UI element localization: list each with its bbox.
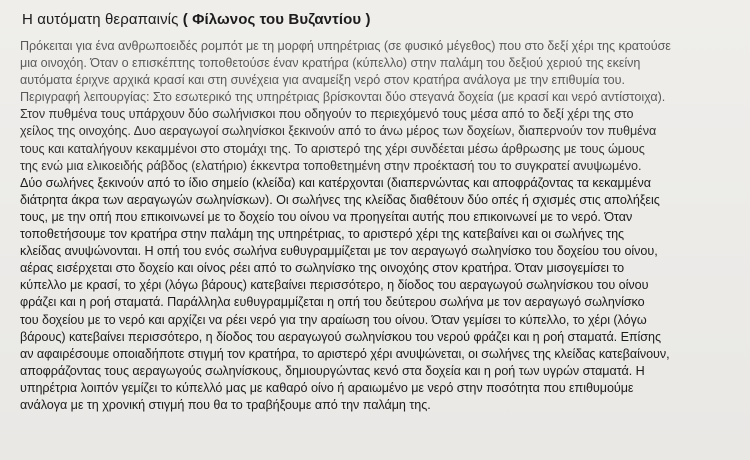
text-line: του δοχείου με το νερό και αρχίζει να ρέει νερό για την αραίωση του οίνου. Όταν γεμίσει το κύπελλο, το χέρι (λόγω [20,312,647,327]
document-body [20,38,734,414]
text-line: μια οινοχόη. Όταν ο επισκέπτης τοποθετούσε έναν κρατήρα (κύπελλο) στην παλάμη του δεξιού χεριού της εκείνη [20,56,641,71]
text-line: αυτόματα έριχνε αρχικά κρασί και στη συνέχεια για αναμείξη νερό στον κρατήρα ανάλογα με την επιθυμία του. [20,73,625,88]
text-line: κλείδας ανυψώνονται. Η οπή του ενός σωλήνα ευθυγραμμίζεται με τον αεραγωγό σωληνίσκο του δοχείου του οίνου, [20,244,658,259]
title-paren: ( Φίλωνος του Βυζαντίου ) [182,11,371,28]
text-line: αν αφαιρέσουμε οποιαδήποτε στιγμή τον κρατήρα, το αριστερό χέρι ανυψώνεται, οι σωλήνες της κλείδας κατεβαίνουν, [20,346,670,361]
text-line: τους και καταλήγουν κεκαμμένοι στο στομάχι της. Το αριστερό της χέρι συνδέεται μέσω άρθρωσης με τους ώμους [20,141,645,156]
text-line: βάρους) κατεβαίνει περισσότερο, η δίοδος του αεραγωγού σωληνίσκου του νερού φράζει και η ροή σταματά. Επίσης [20,329,662,344]
text-line: τοποθετήσουμε τον κρατήρα στην παλάμη της υπηρέτριας, το αριστερό χέρι της κατεβαίνει και οι σωλήνες της [20,227,625,242]
text-line: κύπελλο με κρασί, το χέρι (λόγω βάρους) κατεβαίνει περισσότερο, η δίοδος του αεραγωγού σωληνίσκου του οίνου [20,278,649,293]
text-line: διάτρητα άκρα των αεραγωγών σωληνίσκων). Οι σωλήνες της κλείδας διαθέτουν δύο οπές ή σχισμές στις απολήξεις [20,192,660,207]
text-line: χείλος της οινοχόης. Δυο αεραγωγοί σωληνίσκοι ξεκινούν από το άνω μέρος των δοχείων, διαπερνούν τον πυθμένα [20,124,657,139]
text-line: αποφράζοντας τους αεραγωγούς σωληνίσκους, δημιουργώντας κενό στα δοχεία και η ροή των υγρών σταματά. Η [20,363,645,378]
text-line: φράζει και η ροή σταματά. Παράλληλα ευθυγραμμίζεται η οπή του δεύτερου σωλήνα με τον αεραγωγό σωληνίσκο [20,295,645,310]
title-main: Η αυτόματη θεραπαινίς [22,11,179,28]
text-line: της ενώ μια ελικοειδής ράβδος (ελατήριο) έκκεντρα τοποθετημένη στην προέκτασή του το συγκρατεί ανυψωμένο. [20,158,642,173]
text-line: τους, με την οπή που επικοινωνεί με το δοχείο του οίνου να προηγείται αυτής που επικοινωνεί με το νερό. Όταν [20,209,633,224]
text-line: υπηρέτρια λοιπόν γεμίζει το κύπελλό μας με καθαρό οίνο ή αραιωμένο με νερό στην ποσότητα που επιθυμούμε [20,380,634,395]
text-line: Πρόκειται για ένα ανθρωποειδές ρομπότ με τη μορφή υπηρέτριας (σε φυσικό μέγεθος) που στο δεξί χέρι της κρατούσε [20,39,671,53]
text-line: αέρας εισέρχεται στο δοχείο και οίνος ρέει από το σωληνίσκο της οινοχόης στον κρατήρα. Όταν μισογεμίσει το [20,261,625,276]
text-line: Στον πυθμένα τους υπάρχουν δύο σωλήνισκοι που οδηγούν το περιεχόμενό τους μέσα από το δεξί χέρι της στο [20,107,634,122]
text-line: Περιγραφή λειτουργίας: Στο εσωτερικό της υπηρέτριας βρίσκονται δύο στεγανά δοχεία (με κρασί και νερό αντίστοιχα). [20,90,666,105]
text-line: Δύο σωλήνες ξεκινούν από το ίδιο σημείο (κλείδα) και κατέρχονται (διαπερνώντας και αποφράζοντας τα κεκαμμένα [20,175,651,190]
text-line: ανάλογα με τη χρονική στιγμή που θα το τραβήξουμε από την παλάμη της. [20,397,431,412]
document-title [22,11,734,28]
